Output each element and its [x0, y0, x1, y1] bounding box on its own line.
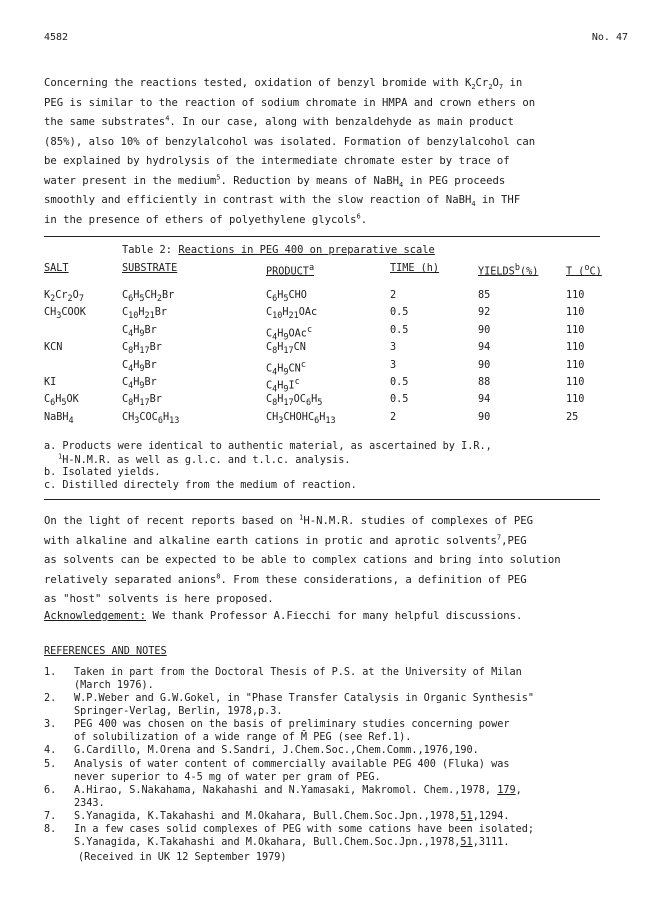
text-line: as solvents can be expected to be able to complex cations and bring into solution — [44, 554, 561, 566]
cell-temperature: 110 — [566, 359, 585, 371]
cell-time: 0.5 — [390, 377, 409, 388]
col-header-temperature: T ($^o$C) — [566, 263, 602, 278]
cell-temperature: 110 — [566, 394, 585, 406]
cell-salt: NaBH$_4$ — [44, 411, 74, 426]
reference-text: Taken in part from the Doctoral Thesis of P.S. at the University of Milan (March 1976). — [74, 667, 522, 691]
cell-product: $C_8H_{17}CN$ — [266, 342, 306, 357]
acknowledgement-text: We thank Professor A.Fiecchi for many helpful discussions. — [146, 610, 523, 622]
text-line: smoothly and efficiently in contrast with the slow reaction of NaBH$_4$ in THF — [44, 194, 521, 209]
reference-number: 2. — [44, 693, 57, 704]
table-note: c. Distilled directely from the medium of reaction. — [44, 480, 357, 491]
cell-yield: 88 — [478, 377, 491, 388]
cell-substrate: $C_4H_9Br$ — [122, 377, 157, 392]
cell-temperature: 25 — [566, 411, 579, 423]
reference-number: 1. — [44, 667, 57, 678]
reference-text: A.Hirao, S.Nakahama, Nakahashi and N.Yamasaki, Makromol. Chem.,1978, 179, 2343. — [74, 785, 522, 809]
table-caption — [122, 244, 435, 256]
acknowledgement-label: Acknowledgement: — [44, 610, 147, 622]
cell-substrate: $CH_3COC_6H_{13}$ — [122, 411, 180, 426]
text-line: On the light of recent reports based on $^1$H-N.M.R. studies of complexes of PEG — [44, 513, 533, 527]
reference-text: G.Cardillo, M.Orena and S.Sandri, J.Chem.Soc.,Chem.Comm.,1976,190. — [74, 745, 479, 756]
acknowledgement — [44, 610, 522, 622]
table-bottom-rule — [44, 499, 600, 500]
received-date: (Received in UK 12 September 1979) — [78, 852, 287, 863]
reference-text: PEG 400 was chosen on the basis of preliminary studies concerning power of solubilization of a wide range of M̄ PEG (see Ref.1). — [74, 719, 510, 743]
table-top-rule — [44, 236, 600, 237]
reference-number: 5. — [44, 759, 57, 770]
table-note: $^1$H-N.M.R. as well as g.l.c. and t.l.c. analysis. — [58, 452, 351, 466]
cell-substrate: $C_8H_{17}Br$ — [122, 394, 162, 409]
cell-substrate: $C_8H_{17}Br$ — [122, 342, 162, 357]
cell-time: 0.5 — [390, 307, 409, 319]
cell-product: $C_4H_9I^c$ — [266, 377, 300, 395]
cell-time: 2 — [390, 411, 397, 423]
reference-text: S.Yanagida, K.Takahashi and M.Okahara, Bull.Chem.Soc.Jpn.,1978,51,1294. — [74, 811, 510, 822]
cell-substrate: $C_4H_9Br$ — [122, 324, 157, 339]
table-caption-prefix: Table 2: — [122, 244, 179, 256]
cell-temperature: 110 — [566, 342, 585, 354]
text-line: in the presence of ethers of polyethylene glycols$^6$. — [44, 211, 368, 226]
cell-yield: 94 — [478, 394, 491, 406]
cell-temperature: 110 — [566, 290, 585, 301]
cell-temperature: 110 — [566, 324, 585, 336]
reference-text: W.P.Weber and G.W.Gokel, in "Phase Transfer Catalysis in Organic Synthesis" Springer-Verlag, Berlin, 1978,p.3. — [74, 693, 535, 717]
text-line: as "host" solvents is here proposed. — [44, 593, 274, 605]
cell-product: $C_{10}H_{21}OAc$ — [266, 307, 318, 322]
cell-time: 0.5 — [390, 324, 409, 336]
table-caption-title: Reactions in PEG 400 on preparative scale — [178, 244, 435, 256]
cell-yield: 90 — [478, 324, 491, 336]
cell-product: $C_4H_9CN^c$ — [266, 359, 306, 378]
cell-product: $C_4H_9OAc^c$ — [266, 324, 313, 343]
references-heading: REFERENCES AND NOTES — [44, 646, 167, 657]
reference-text: Analysis of water content of commercially available PEG 400 (Fluka) was never superior to 4-5 mg of water per gram of PEG. — [74, 759, 510, 783]
cell-product: $C_8H_{17}OC_6H_5$ — [266, 394, 323, 409]
reference-text: In a few cases solid complexes of PEG with some cations have been isolated; S.Yanagida, K.Takahashi and M.Okahara, Bull.Chem.Soc.Jpn.,1978,51,3111. — [74, 824, 535, 848]
cell-yield: 94 — [478, 342, 491, 354]
col-header-salt: SALT — [44, 263, 69, 274]
cell-yield: 90 — [478, 411, 491, 423]
col-header-product: PRODUCT$^a$ — [266, 263, 315, 278]
cell-substrate: $C_6H_5CH_2Br$ — [122, 290, 175, 305]
cell-salt: $CH_3COOK$ — [44, 307, 86, 322]
text-line: the same substrates$^4$. In our case, along with benzaldehyde as main product — [44, 114, 514, 128]
text-line: relatively separated anions$^8$. From these considerations, a definition of PEG — [44, 571, 527, 586]
cell-time: 0.5 — [390, 394, 409, 406]
cell-time: 2 — [390, 290, 397, 301]
reference-number: 4. — [44, 745, 57, 756]
text-line: PEG is similar to the reaction of sodium chromate in HMPA and crown ethers on — [44, 96, 536, 109]
col-header-yields: YIELDS$^b$(%) — [478, 263, 539, 278]
reference-number: 8. — [44, 824, 57, 835]
cell-time: 3 — [390, 359, 397, 371]
intro-paragraph — [44, 74, 630, 230]
text-line: water present in the medium$^5$. Reduction by means of NaBH$_4$ in PEG proceeds — [44, 172, 506, 189]
cell-product: $CH_3CHOHC_6H_{13}$ — [266, 411, 336, 426]
text-line: (85%), also 10% of benzylalcohol was isolated. Formation of benzylalcohol can — [44, 135, 536, 148]
text-line: be explained by hydrolysis of the intermediate chromate ester by trace of — [44, 155, 510, 167]
cell-yield: 90 — [478, 359, 491, 371]
page-number: 4582 — [44, 32, 69, 43]
text-line: with alkaline and alkaline earth cations in protic and aprotic solvents$^7$,PEG — [44, 532, 527, 547]
cell-product: $C_6H_5CHO$ — [266, 290, 307, 305]
table-note: b. Isolated yields. — [44, 467, 161, 478]
cell-salt: KCN — [44, 342, 63, 354]
cell-salt: $K_2Cr_2O_7$ — [44, 290, 84, 305]
discussion-paragraph — [44, 512, 630, 610]
cell-temperature: 110 — [566, 307, 585, 319]
col-header-substrate: SUBSTRATE — [122, 263, 178, 274]
cell-salt: KI — [44, 377, 57, 388]
reference-number: 3. — [44, 719, 57, 730]
cell-yield: 85 — [478, 290, 491, 301]
cell-salt: $C_6H_5OK$ — [44, 394, 79, 409]
reference-number: 7. — [44, 811, 57, 822]
cell-substrate: $C_4H_9Br$ — [122, 359, 157, 374]
cell-time: 3 — [390, 342, 397, 354]
issue-number: No. 47 — [591, 32, 628, 43]
cell-substrate: $C_{10}H_{21}Br$ — [122, 307, 168, 322]
cell-yield: 92 — [478, 307, 491, 319]
reference-number: 6. — [44, 785, 57, 796]
table-note: a. Products were identical to authentic material, as ascertained by I.R., — [44, 441, 492, 452]
text-line: Concerning the reactions tested, oxidation of benzyl bromide with $K_2Cr_2O_7$ in — [44, 77, 523, 92]
cell-temperature: 110 — [566, 377, 585, 388]
col-header-time: TIME (h) — [390, 263, 440, 274]
